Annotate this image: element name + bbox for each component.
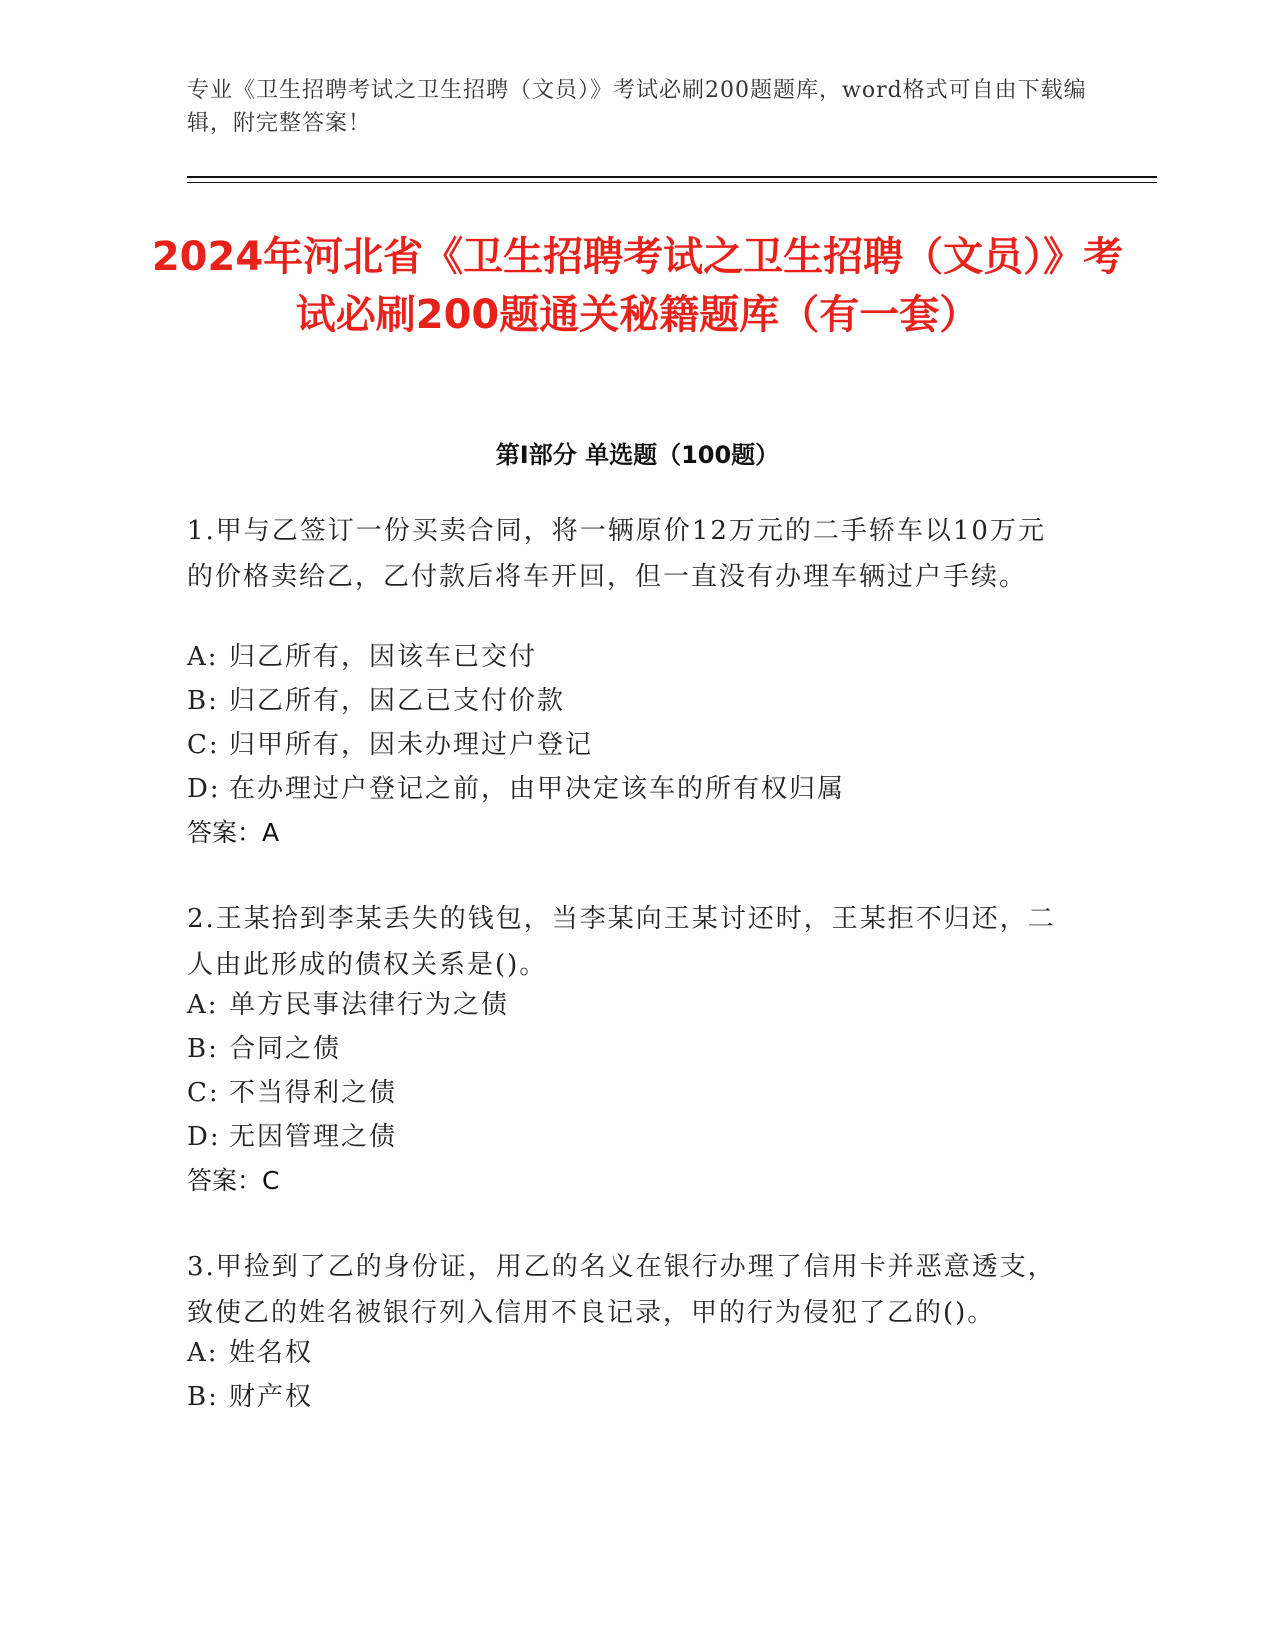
option-text: 归乙所有，因该车已交付 — [229, 642, 538, 672]
document-title: 2024年河北省《卫生招聘考试之卫生招聘（文员）》考试必刷200题通关秘籍题库（有一套） — [151, 234, 1124, 338]
question-1-option-c — [187, 722, 1067, 768]
header-rule-thin — [187, 182, 1157, 183]
question-3-option-b — [187, 1374, 1067, 1420]
question-2-answer: 答案：C — [187, 1166, 280, 1195]
option-key: C: — [187, 1078, 220, 1108]
section-title: 第Ⅰ部分 单选题（100题） — [495, 441, 780, 469]
option-key: A: — [187, 642, 219, 672]
header-rule-thick — [187, 176, 1157, 178]
question-3-option-a — [187, 1330, 1067, 1376]
option-key: D: — [187, 774, 221, 804]
question-2-stem: 2.王某拾到李某丢失的钱包，当李某向王某讨还时，王某拒不归还，二人由此形成的债权关系是()。 — [187, 904, 1056, 980]
question-2-option-b — [187, 1026, 1067, 1072]
option-text: 姓名权 — [229, 1338, 314, 1368]
option-text: 合同之债 — [229, 1034, 342, 1064]
question-1-option-b — [187, 678, 1067, 724]
option-key: D: — [187, 1122, 221, 1152]
question-1-stem: 1.甲与乙签订一份买卖合同，将一辆原价12万元的二手轿车以10万元的价格卖给乙，乙付款后将车开回，但一直没有办理车辆过户手续。 — [187, 516, 1046, 592]
question-1-option-a — [187, 634, 1067, 680]
question-1-option-d — [187, 766, 1067, 812]
option-key: B: — [187, 1034, 219, 1064]
question-3-stem: 3.甲捡到了乙的身份证，用乙的名义在银行办理了信用卡并恶意透支，致使乙的姓名被银行列入信用不良记录，甲的行为侵犯了乙的()。 — [187, 1252, 1056, 1328]
option-text: 财产权 — [229, 1382, 314, 1412]
option-key: C: — [187, 730, 220, 760]
option-key: A: — [187, 990, 219, 1020]
option-key: B: — [187, 686, 219, 716]
option-text: 不当得利之债 — [229, 1078, 398, 1108]
option-text: 归甲所有，因未办理过户登记 — [229, 730, 594, 760]
option-text: 单方民事法律行为之债 — [229, 990, 510, 1020]
option-text: 无因管理之债 — [229, 1122, 398, 1152]
question-2-option-d — [187, 1114, 1067, 1160]
option-key: A: — [187, 1338, 219, 1368]
header-note: 专业《卫生招聘考试之卫生招聘（文员）》考试必刷200题题库，word格式可自由下载编辑，附完整答案！ — [187, 78, 1087, 136]
option-text: 在办理过户登记之前，由甲决定该车的所有权归属 — [229, 774, 846, 804]
question-2-option-c — [187, 1070, 1067, 1116]
question-2-option-a — [187, 982, 1067, 1028]
question-1-answer: 答案：A — [187, 818, 280, 847]
option-text: 归乙所有，因乙已支付价款 — [229, 686, 566, 716]
option-key: B: — [187, 1382, 219, 1412]
